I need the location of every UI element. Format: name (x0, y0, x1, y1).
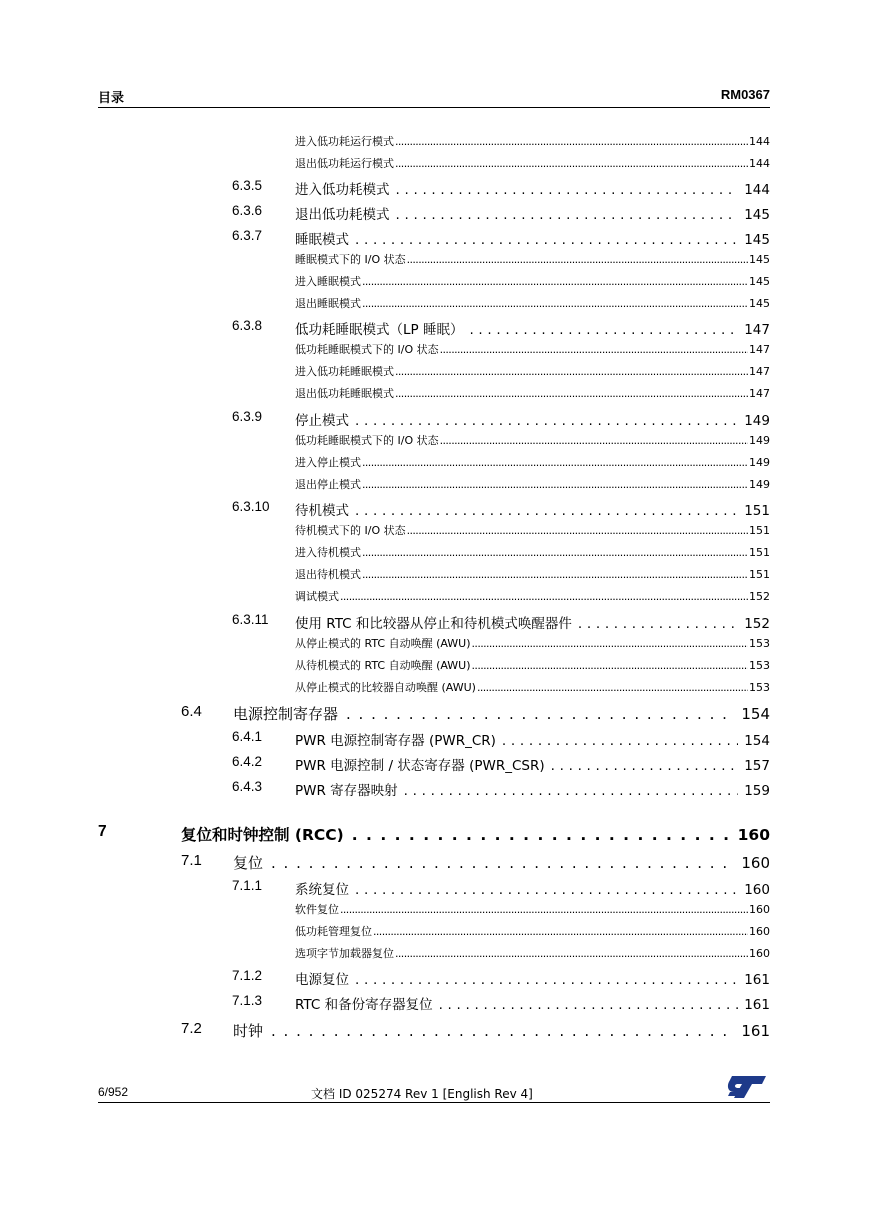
toc-entry-number: 7.1.1 (232, 878, 263, 893)
toc-entry-number: 6.3.5 (232, 178, 263, 193)
toc-dot-leader (439, 997, 739, 1013)
toc-dot-leader (502, 733, 738, 749)
toc-entry-page: 151 (744, 503, 770, 519)
toc-entry[interactable] (295, 476, 770, 492)
toc-dot-leader (352, 826, 730, 844)
toc-entry[interactable] (232, 178, 770, 198)
toc-entry-title: 选项字节加载器复位 (295, 947, 394, 960)
toc-dot-leader (395, 947, 748, 960)
toc-entry-title: 退出低功耗运行模式 (295, 157, 394, 170)
toc-dot-leader (346, 705, 733, 723)
toc-entry-page: 153 (749, 637, 770, 650)
toc-entry-page: 151 (749, 568, 770, 581)
toc-entry[interactable] (295, 679, 770, 695)
toc-entry-title: RTC 和备份寄存器复位 (295, 997, 433, 1013)
toc-entry-number: 6.4 (181, 703, 202, 720)
toc-entry-number: 7.1.2 (232, 968, 263, 983)
toc-entry-page: 161 (744, 972, 770, 988)
toc-entry[interactable] (295, 566, 770, 582)
toc-entry-number: 6.3.10 (232, 499, 270, 514)
toc-entry-number: 6.3.11 (232, 612, 269, 627)
toc-entry-page: 149 (749, 434, 770, 447)
toc-entry[interactable] (181, 703, 770, 723)
toc-dot-leader (477, 681, 748, 694)
toc-entry-title: 从停止模式的 RTC 自动唤醒 (AWU) (295, 637, 471, 650)
toc-entry[interactable] (295, 363, 770, 379)
toc-entry[interactable] (295, 251, 770, 267)
toc-entry-number: 7.1 (181, 852, 202, 869)
toc-entry-number: 6.3.9 (232, 409, 263, 424)
header-document-code: RM0367 (720, 87, 770, 102)
toc-entry-page: 147 (744, 322, 770, 338)
toc-entry-title: 电源控制寄存器 (233, 705, 339, 723)
toc-entry-title: 复位和时钟控制 (RCC) (181, 826, 344, 844)
toc-entry-page: 160 (749, 947, 770, 960)
toc-entry-page: 152 (744, 616, 770, 632)
toc-dot-leader (362, 478, 748, 491)
toc-entry[interactable] (295, 522, 770, 538)
toc-entry-page: 147 (749, 365, 770, 378)
toc-entry[interactable] (232, 318, 770, 338)
toc-dot-leader (271, 1022, 733, 1040)
toc-entry-number: 6.4.3 (232, 779, 263, 794)
toc-entry-title: 待机模式下的 I/O 状态 (295, 524, 406, 537)
toc-entry-page: 160 (749, 903, 770, 916)
toc-entry-title: 软件复位 (295, 903, 339, 916)
toc-entry-page: 161 (744, 997, 770, 1013)
toc-entry[interactable] (232, 968, 770, 988)
toc-entry-title: 进入停止模式 (295, 456, 361, 469)
toc-dot-leader (340, 903, 748, 916)
toc-entry-number: 6.3.6 (232, 203, 263, 218)
toc-entry-title: 停止模式 (295, 413, 349, 429)
toc-dot-leader (362, 297, 748, 310)
toc-entry[interactable] (295, 341, 770, 357)
toc-dot-leader (355, 232, 738, 248)
toc-entry-title: 从停止模式的比较器自动唤醒 (AWU) (295, 681, 476, 694)
toc-entry-title: 使用 RTC 和比较器从停止和待机模式唤醒器件 (295, 616, 572, 632)
toc-entry-page: 145 (744, 232, 770, 248)
toc-entry-title: 低功耗睡眠模式下的 I/O 状态 (295, 434, 439, 447)
toc-dot-leader (404, 783, 739, 799)
toc-entry[interactable] (295, 432, 770, 448)
toc-entry-page: 161 (741, 1022, 770, 1040)
toc-entry-number: 7.2 (181, 1020, 202, 1037)
toc-entry[interactable] (295, 635, 770, 651)
toc-entry-page: 154 (744, 733, 770, 749)
toc-entry[interactable] (232, 993, 770, 1013)
toc-entry-title: 电源复位 (295, 972, 349, 988)
toc-entry[interactable] (295, 385, 770, 401)
toc-entry[interactable] (295, 657, 770, 673)
toc-entry-title: 进入睡眠模式 (295, 275, 361, 288)
toc-entry[interactable] (232, 779, 770, 799)
toc-entry-title: 系统复位 (295, 882, 349, 898)
toc-entry-page: 153 (749, 659, 770, 672)
toc-entry[interactable] (232, 754, 770, 774)
toc-entry[interactable] (232, 409, 770, 429)
toc-entry[interactable] (295, 454, 770, 470)
toc-entry-page: 147 (749, 343, 770, 356)
toc-entry[interactable] (232, 228, 770, 248)
footer-document-id: 文档 ID 025274 Rev 1 [English Rev 4] (311, 1087, 533, 1101)
toc-entry-number: 6.4.2 (232, 754, 263, 769)
toc-entry-page: 159 (744, 783, 770, 799)
toc-dot-leader (395, 387, 748, 400)
toc-entry-page: 144 (744, 182, 770, 198)
toc-entry-number: 6.3.7 (232, 228, 263, 243)
toc-entry-title: 待机模式 (295, 503, 349, 519)
toc-entry[interactable] (295, 155, 770, 171)
header-section-title: 目录 (98, 91, 125, 106)
toc-dot-leader (362, 568, 748, 581)
toc-dot-leader (396, 182, 739, 198)
toc-entry-number: 6.4.1 (232, 729, 263, 744)
toc-entry-title: 进入低功耗睡眠模式 (295, 365, 394, 378)
toc-entry-title: 退出低功耗模式 (295, 207, 390, 223)
toc-entry-title: 低功耗睡眠模式（LP 睡眠） (295, 322, 464, 338)
toc-dot-leader (362, 275, 748, 288)
toc-entry-title: PWR 寄存器映射 (295, 783, 398, 799)
toc-entry[interactable] (295, 901, 770, 917)
toc-entry-page: 152 (749, 590, 770, 603)
toc-entry[interactable] (181, 852, 770, 872)
toc-entry-page: 144 (749, 135, 770, 148)
toc-entry-title: 低功耗管理复位 (295, 925, 372, 938)
toc-entry-page: 145 (749, 253, 770, 266)
toc-dot-leader (362, 456, 748, 469)
toc-entry[interactable] (295, 588, 770, 604)
toc-entry[interactable] (232, 612, 770, 632)
toc-entry[interactable] (295, 295, 770, 311)
page-header (98, 87, 770, 108)
toc-dot-leader (355, 503, 738, 519)
toc-entry-page: 151 (749, 524, 770, 537)
toc-entry-title: 退出睡眠模式 (295, 297, 361, 310)
toc-entry-page: 160 (744, 882, 770, 898)
toc-entry-title: 调试模式 (295, 590, 339, 603)
toc-entry-title: 进入待机模式 (295, 546, 361, 559)
toc-dot-leader (396, 207, 739, 223)
toc-entry-page: 147 (749, 387, 770, 400)
toc-entry-title: 从待机模式的 RTC 自动唤醒 (AWU) (295, 659, 471, 672)
toc-dot-leader (472, 659, 748, 672)
toc-dot-leader (407, 524, 748, 537)
toc-entry-title: 睡眠模式下的 I/O 状态 (295, 253, 406, 266)
toc-entry[interactable] (232, 878, 770, 898)
toc-dot-leader (440, 343, 748, 356)
toc-entry-number: 6.3.8 (232, 318, 263, 333)
toc-entry-number: 7.1.3 (232, 993, 263, 1008)
toc-entry[interactable] (98, 823, 770, 845)
toc-entry-title: PWR 电源控制寄存器 (PWR_CR) (295, 733, 496, 749)
toc-entry-title: 睡眠模式 (295, 232, 349, 248)
toc-dot-leader (362, 546, 748, 559)
toc-entry-page: 154 (741, 705, 770, 723)
toc-entry[interactable] (295, 544, 770, 560)
toc-entry-title: 时钟 (233, 1022, 264, 1040)
toc-entry-page: 149 (744, 413, 770, 429)
toc-dot-leader (440, 434, 748, 447)
toc-entry[interactable] (295, 923, 770, 939)
toc-dot-leader (355, 413, 738, 429)
toc-dot-leader (469, 322, 738, 338)
toc-dot-leader (472, 637, 748, 650)
toc-entry-title: 进入低功耗运行模式 (295, 135, 394, 148)
toc-dot-leader (355, 882, 738, 898)
toc-entry-title: 退出低功耗睡眠模式 (295, 387, 394, 400)
toc-entry-title: 退出停止模式 (295, 478, 361, 491)
toc-entry[interactable] (232, 499, 770, 519)
toc-dot-leader (395, 135, 748, 148)
toc-entry-number: 7 (98, 823, 107, 840)
toc-entry-page: 145 (749, 275, 770, 288)
toc-entry-page: 149 (749, 456, 770, 469)
toc-entry[interactable] (295, 945, 770, 961)
toc-dot-leader (271, 854, 733, 872)
toc-entry-title: PWR 电源控制 / 状态寄存器 (PWR_CSR) (295, 758, 545, 774)
toc-dot-leader (551, 758, 739, 774)
toc-entry-page: 144 (749, 157, 770, 170)
toc-entry-page: 151 (749, 546, 770, 559)
st-logo-icon (724, 1074, 768, 1100)
toc-dot-leader (355, 972, 738, 988)
toc-dot-leader (395, 365, 748, 378)
toc-entry-page: 160 (737, 826, 770, 844)
footer-page-number: 6/952 (98, 1085, 129, 1099)
toc-entry-page: 160 (749, 925, 770, 938)
toc-entry-page: 160 (741, 854, 770, 872)
toc-entry-title: 低功耗睡眠模式下的 I/O 状态 (295, 343, 439, 356)
toc-entry[interactable] (181, 1020, 770, 1040)
toc-entry-page: 157 (744, 758, 770, 774)
toc-entry[interactable] (232, 729, 770, 749)
toc-dot-leader (395, 157, 748, 170)
page-footer (98, 1080, 770, 1103)
toc-entry-page: 145 (744, 207, 770, 223)
toc-dot-leader (578, 616, 738, 632)
toc-entry-title: 退出待机模式 (295, 568, 361, 581)
toc-entry-page: 145 (749, 297, 770, 310)
toc-entry-title: 复位 (233, 854, 264, 872)
toc-entry-title: 进入低功耗模式 (295, 182, 390, 198)
toc-dot-leader (373, 925, 748, 938)
toc-entry[interactable] (232, 203, 770, 223)
toc-entry[interactable] (295, 273, 770, 289)
toc-entry-page: 153 (749, 681, 770, 694)
toc-entry[interactable] (295, 133, 770, 149)
toc-dot-leader (407, 253, 748, 266)
toc-dot-leader (340, 590, 748, 603)
toc-entry-page: 149 (749, 478, 770, 491)
